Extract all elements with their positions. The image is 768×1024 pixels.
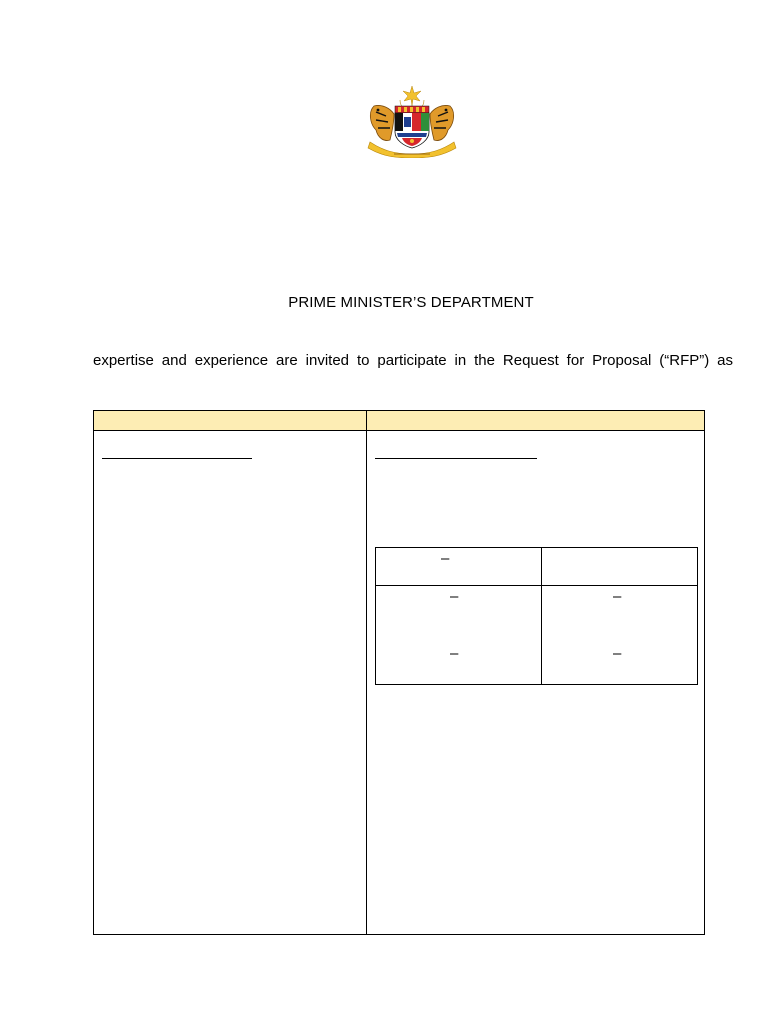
coat-of-arms-emblem-icon xyxy=(364,84,460,158)
dash-mark: – xyxy=(613,645,622,662)
inner-table-cell xyxy=(376,586,542,684)
table-header-cell-right xyxy=(367,411,704,430)
table-header-row xyxy=(94,411,704,431)
intro-paragraph: expertise and experience are invited to participate in the Request for Proposal (“RFP”) as xyxy=(93,352,733,369)
left-column-underline-blank xyxy=(102,458,252,459)
dash-mark: – xyxy=(450,645,459,662)
table-header-cell-left xyxy=(94,411,367,430)
inner-table-header-row xyxy=(376,548,697,586)
right-column-underline-blank xyxy=(375,458,537,459)
page-heading: PRIME MINISTER’S DEPARTMENT xyxy=(288,294,534,311)
table-column-left xyxy=(94,431,366,934)
rfp-details-table xyxy=(93,410,705,935)
dash-mark: – xyxy=(613,588,622,605)
inner-table-cell xyxy=(542,548,697,585)
dash-mark: – xyxy=(450,588,459,605)
table-column-right xyxy=(367,431,704,934)
inner-table-cell xyxy=(376,548,542,585)
inner-schedule-table xyxy=(375,547,698,685)
inner-table-cell xyxy=(542,586,697,684)
coat-of-arms-logo xyxy=(364,84,460,158)
inner-table-body-row xyxy=(376,586,697,684)
dash-mark: – xyxy=(441,550,450,567)
